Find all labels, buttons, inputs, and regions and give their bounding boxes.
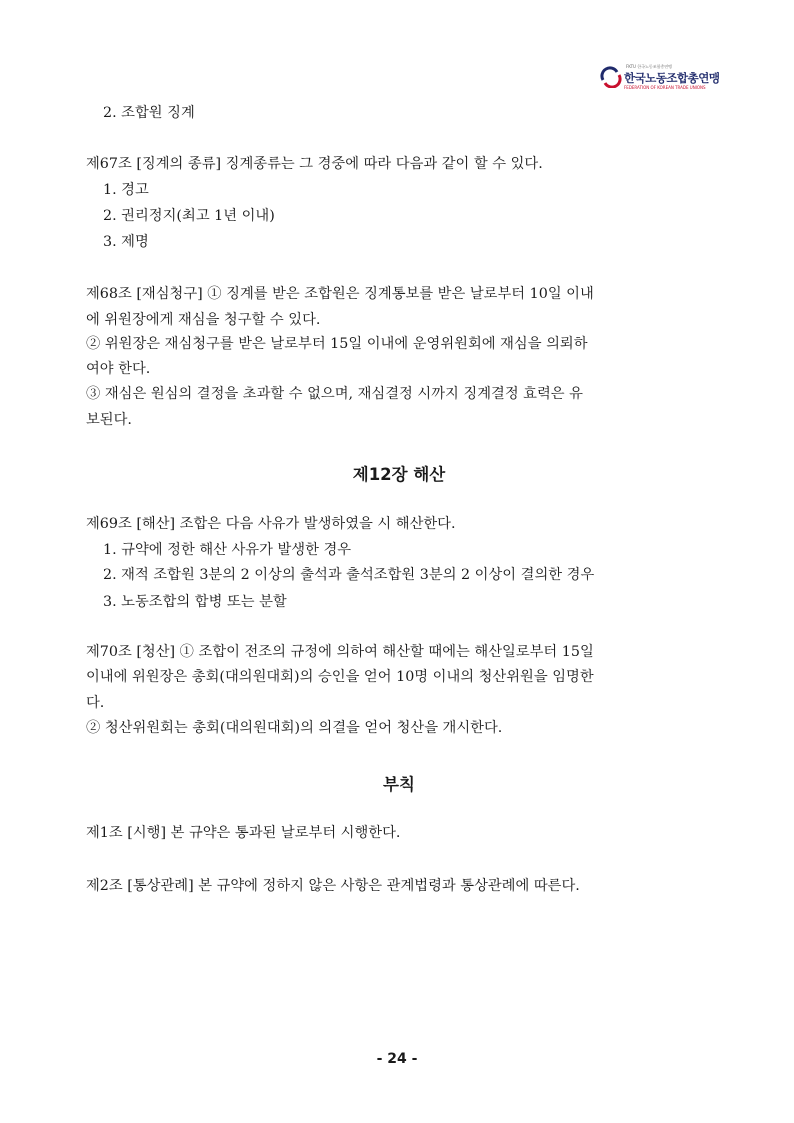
- text-line: ③ 재심은 원심의 결정을 초과할 수 없으며, 재심결정 시까지 징계결정 효력은 유: [86, 386, 583, 402]
- text-line: 1. 규약에 정한 해산 사유가 발생한 경우: [103, 542, 352, 558]
- supplementary-heading: 부칙: [383, 775, 415, 794]
- text-line: 보된다.: [86, 412, 132, 428]
- logo-small-text: FKTU 한국노동조합총연맹: [626, 64, 673, 69]
- article-70: 제70조 [청산] ① 조합이 전조의 규정에 의하여 해산할 때에는 해산일로부터 15일: [86, 644, 594, 660]
- text-line: 2. 권리정지(최고 1년 이내): [103, 208, 275, 224]
- supplementary-article-2: 제2조 [통상관례] 본 규약에 정하지 않은 사항은 관계법령과 통상관례에 따른다.: [86, 878, 580, 894]
- text-line: 이내에 위원장은 총회(대의원대회)의 승인을 얻어 10명 이내의 청산위원을 임명한: [86, 669, 594, 685]
- fktu-logo: [600, 64, 720, 94]
- text-line: 3. 노동조합의 합병 또는 분할: [103, 594, 287, 610]
- article-68: 제68조 [재심청구] ① 징계를 받은 조합원은 징계통보를 받은 날로부터 10일 이내: [86, 286, 594, 302]
- text-line: 2. 재적 조합원 3분의 2 이상의 출석과 출석조합원 3분의 2 이상이 결의한 경우: [103, 567, 595, 583]
- article-67: 제67조 [징계의 종류] 징계종류는 그 경중에 따라 다음과 같이 할 수 있다.: [86, 156, 543, 172]
- text-line: 에 위원장에게 재심을 청구할 수 있다.: [86, 312, 321, 328]
- article-69: 제69조 [해산] 조합은 다음 사유가 발생하였을 시 해산한다.: [86, 516, 456, 532]
- text-line: ② 청산위원회는 총회(대의원대회)의 의결을 얻어 청산을 개시한다.: [86, 720, 503, 736]
- logo-english: FEDERATION OF KOREAN TRADE UNIONS: [624, 85, 706, 90]
- text-line: 1. 경고: [103, 182, 149, 198]
- text-line: 여야 한다.: [86, 361, 151, 377]
- chapter-12-heading: 제12장 해산: [352, 465, 446, 484]
- fktu-emblem-icon: [600, 66, 622, 88]
- text-line: 2. 조합원 징계: [103, 105, 195, 121]
- logo-name: 한국노동조합총연맹: [624, 71, 720, 85]
- supplementary-article-1: 제1조 [시행] 본 규약은 통과된 날로부터 시행한다.: [86, 825, 401, 841]
- page-number: - 24 -: [376, 1051, 418, 1067]
- text-line: 다.: [86, 695, 105, 711]
- text-line: ② 위원장은 재심청구를 받은 날로부터 15일 이내에 운영위원회에 재심을 의뢰하: [86, 336, 588, 352]
- text-line: 3. 제명: [103, 234, 149, 250]
